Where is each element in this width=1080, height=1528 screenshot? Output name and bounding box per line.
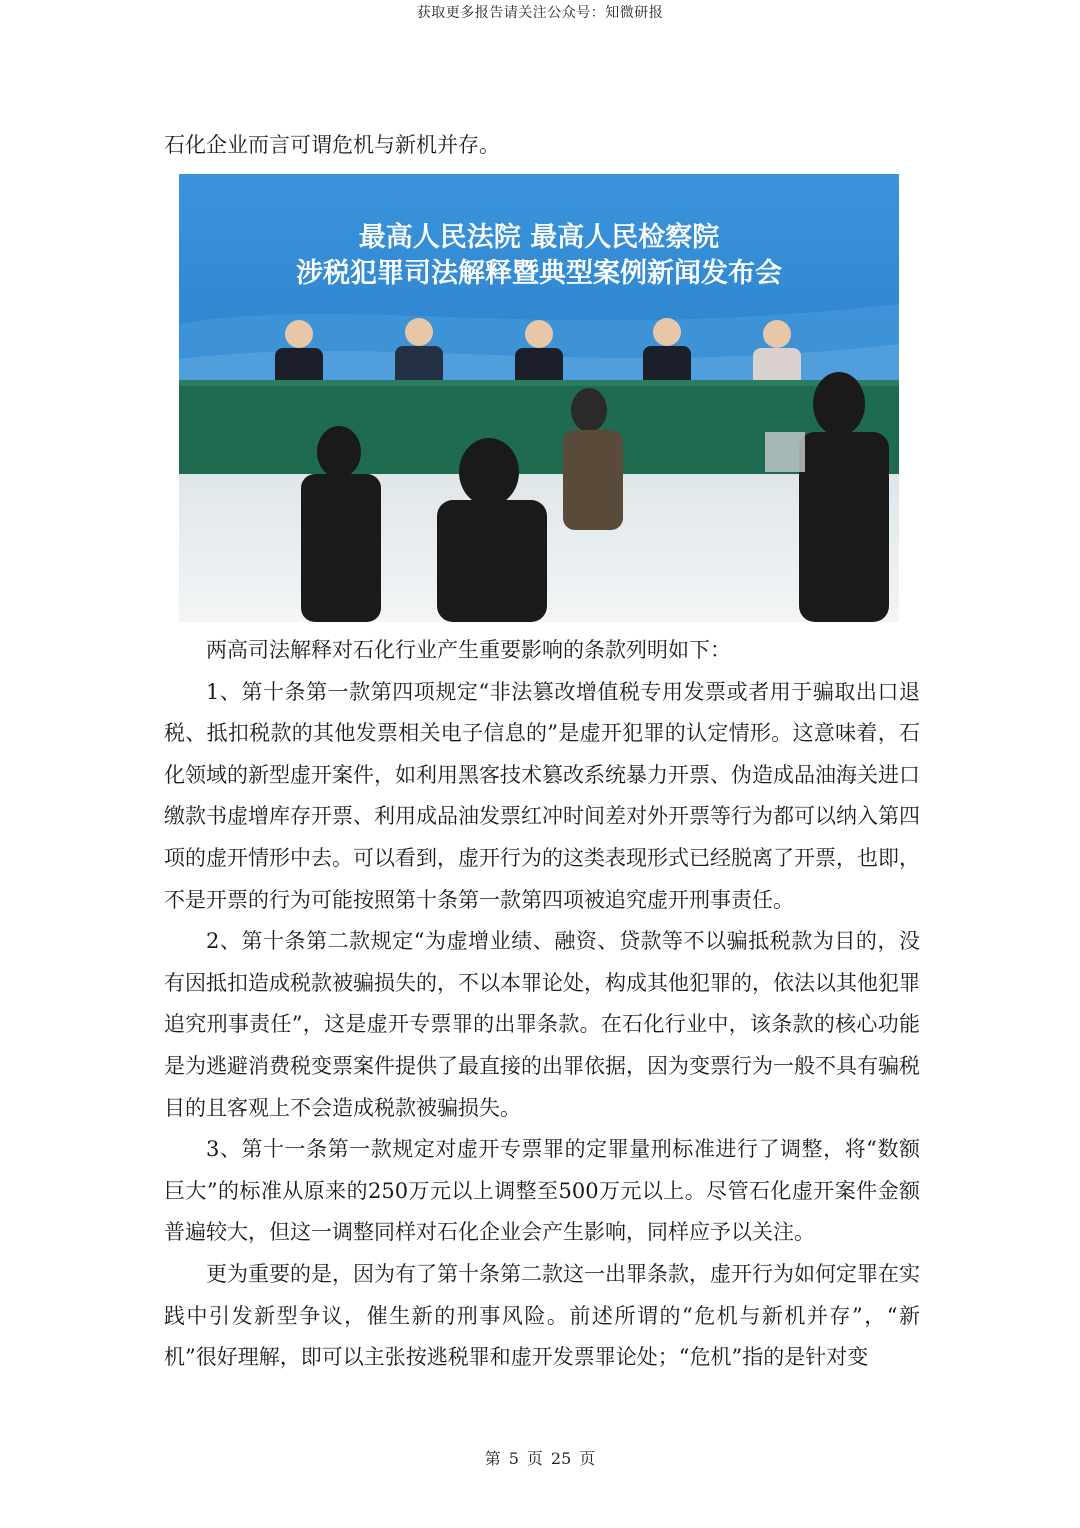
footer-suffix: 页: [579, 1449, 596, 1468]
footer-total-pages: 25: [550, 1449, 572, 1468]
photo-banner-line1: 最高人民法院 最高人民检察院: [358, 222, 720, 253]
footer-prefix: 第: [484, 1449, 501, 1468]
paragraph-1: 两高司法解释对石化行业产生重要影响的条款列明如下：: [206, 638, 731, 662]
top-banner: 获取更多报告请关注公众号：知微研报: [416, 5, 664, 21]
opening-line: 石化企业而言可谓危机与新机并存。: [164, 133, 500, 157]
press-conference-photo: [179, 174, 899, 622]
paragraph-5: 更为重要的是，因为有了第十条第二款这一出罪条款，虚开行为如何定罪在实践中引发新型争议，催生新的刑事风险。前述所谓的“危机与新机并存”，“新机”很好理解，即可以主张按逃税罪和虚开发票罪论处；“危机”指的是针对变: [164, 1261, 920, 1370]
page-footer: [0, 1446, 1080, 1469]
page-content: [164, 124, 920, 1379]
paragraph-3: 2、第十条第二款规定“为虚增业绩、融资、贷款等不以骗抵税款为目的，没有因抵扣造成税款被骗损失的，不以本罪论处，构成其他犯罪的，依法以其他犯罪追究刑事责任”，这是虚开专票罪的出罪条款。在石化行业中，该条款的核心功能是为逃避消费税变票案件提供了最直接的出罪依据，因为变票行为一般不具有骗税目的且客观上不会造成税款被骗损失。: [164, 929, 920, 1120]
footer-page-number: 5: [508, 1449, 519, 1468]
paragraph-4: 3、第十一条第一款规定对虚开专票罪的定罪量刑标准进行了调整，将“数额巨大”的标准从原来的250万元以上调整至500万元以上。尽管石化虚开案件金额普遍较大，但这一调整同样对石化企业会产生影响，同样应予以关注。: [164, 1137, 920, 1245]
paragraph-2: 1、第十条第一款第四项规定“非法篡改增值税专用发票或者用于骗取出口退税、抵扣税款的其他发票相关电子信息的”是虚开犯罪的认定情形。这意味着，石化领域的新型虚开案件，如利用黑客技术篡改系统暴力开票、伪造成品油海关进口缴款书虚增库存开票、利用成品油发票红冲时间差对外开票等行为都可以纳入第四项的虚开情形中去。可以看到，虚开行为的这类表现形式已经脱离了开票，也即，不是开票的行为可能按照第十条第一款第四项被追究虚开刑事责任。: [164, 679, 920, 912]
photo-banner-line2: 涉税犯罪司法解释暨典型案例新闻发布会: [296, 258, 782, 289]
footer-mid: 页: [526, 1449, 543, 1468]
